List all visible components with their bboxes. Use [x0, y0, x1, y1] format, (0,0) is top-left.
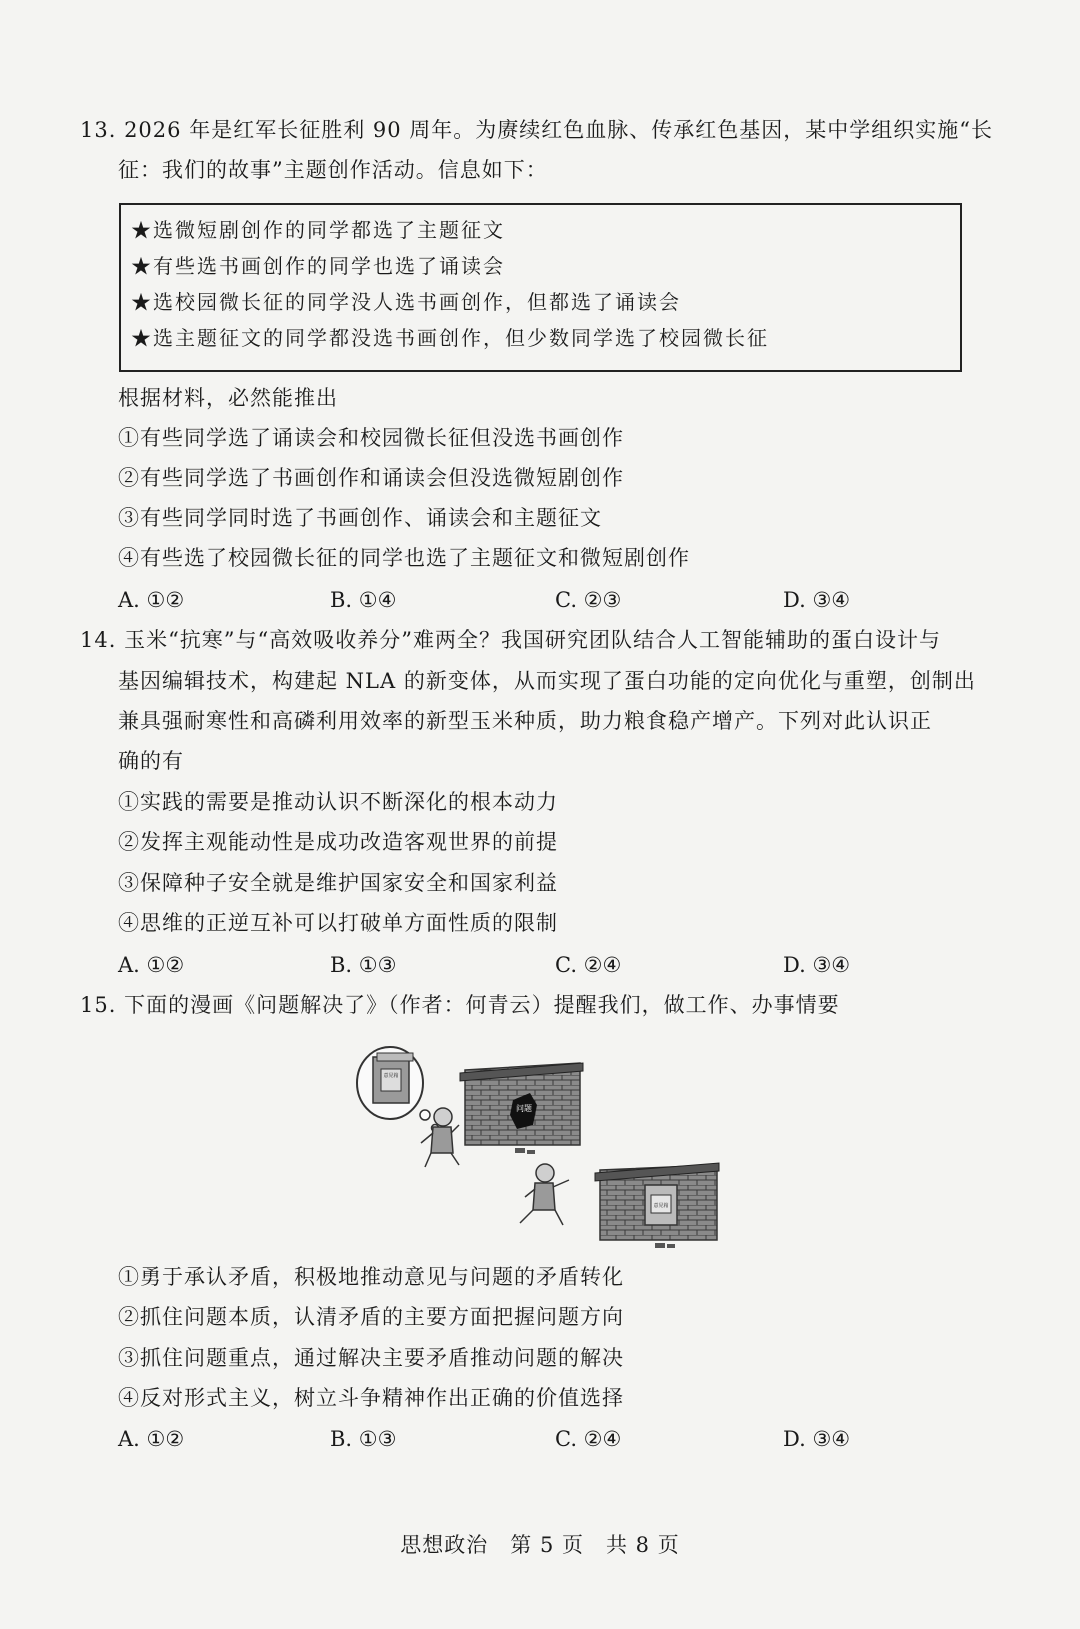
q15-option-b: B. ①③: [330, 1427, 397, 1451]
page-footer: 思想政治 第 5 页 共 8 页: [400, 1533, 680, 1557]
q15-item: ①勇于承认矛盾，积极地推动意见与问题的矛盾转化: [118, 1265, 624, 1289]
upper-wall: [460, 1063, 583, 1154]
q15-option-c: C. ②④: [555, 1427, 622, 1451]
q14-item: ①实践的需要是推动认识不断深化的根本动力: [118, 790, 558, 814]
q14-stem-line4: 确的有: [118, 749, 184, 773]
lower-wall: [595, 1163, 719, 1248]
q13-info-line: ★有些选书画创作的同学也选了诵读会: [131, 254, 505, 278]
q14-option-a: A. ①②: [118, 953, 185, 977]
q14-item: ④思维的正逆互补可以打破单方面性质的限制: [118, 911, 558, 935]
q14-item: ②发挥主观能动性是成功改造客观世界的前提: [118, 830, 558, 854]
thought-bubble: [357, 1047, 439, 1132]
q14-stem-line2: 基因编辑技术，构建起 NLA 的新变体，从而实现了蛋白功能的定向优化与重塑，创制出: [118, 669, 976, 693]
q13-info-box: [119, 203, 962, 372]
hole-label: 问题: [516, 1104, 532, 1113]
q13-item: ④有些选了校园微长征的同学也选了主题征文和微短剧创作: [118, 546, 690, 570]
box-label-small: 意见箱: [383, 1073, 399, 1079]
q15-item: ④反对形式主义，树立斗争精神作出正确的价值选择: [118, 1386, 624, 1410]
q13-option-d: D. ③④: [783, 588, 851, 612]
q13-stem-line1: 13. 2026 年是红军长征胜利 90 周年。为赓续红色血脉、传承红色基因，某中学组织实施“长: [80, 118, 993, 142]
q13-info-line: ★选校园微长征的同学没人选书画创作，但都选了诵读会: [131, 290, 681, 314]
q14-option-b: B. ①③: [330, 953, 397, 977]
box-label-lower: 意见箱: [653, 1203, 669, 1209]
q15-option-a: A. ①②: [118, 1427, 185, 1451]
q13-stem-line2: 征：我们的故事”主题创作活动。信息如下：: [118, 158, 548, 182]
q14-option-c: C. ②④: [555, 953, 622, 977]
q13-item: ②有些同学选了书画创作和诵读会但没选微短剧创作: [118, 466, 624, 490]
q13-info-line: ★选微短剧创作的同学都选了主题征文: [131, 218, 505, 242]
q13-info-line: ★选主题征文的同学都没选书画创作，但少数同学选了校园微长征: [131, 326, 769, 350]
q13-option-b: B. ①④: [330, 588, 397, 612]
q15-option-d: D. ③④: [783, 1427, 851, 1451]
q13-item: ①有些同学选了诵读会和校园微长征但没选书画创作: [118, 426, 624, 450]
q15-stem-line1: 15. 下面的漫画《问题解决了》（作者：何青云）提醒我们，做工作、办事情要: [80, 993, 840, 1017]
q15-item: ③抓住问题重点，通过解决主要矛盾推动问题的解决: [118, 1346, 624, 1370]
q14-stem-line1: 14. 玉米“抗寒”与“高效吸收养分”难两全？我国研究团队结合人工智能辅助的蛋白设计与: [80, 628, 942, 652]
q14-stem-line3: 兼具强耐寒性和高磷利用效率的新型玉米种质，助力粮食稳产增产。下列对此认识正: [118, 709, 932, 733]
q14-option-d: D. ③④: [783, 953, 851, 977]
q15-item: ②抓住问题本质，认清矛盾的主要方面把握问题方向: [118, 1305, 624, 1329]
q13-option-a: A. ①②: [118, 588, 185, 612]
q13-option-c: C. ②③: [555, 588, 622, 612]
q13-item: ③有些同学同时选了书画创作、诵读会和主题征文: [118, 506, 602, 530]
q14-item: ③保障种子安全就是维护国家安全和国家利益: [118, 871, 558, 895]
q13-prompt: 根据材料，必然能推出: [118, 386, 338, 410]
man-running-lower: [520, 1164, 569, 1225]
cartoon-problem-solved: [355, 1045, 730, 1270]
